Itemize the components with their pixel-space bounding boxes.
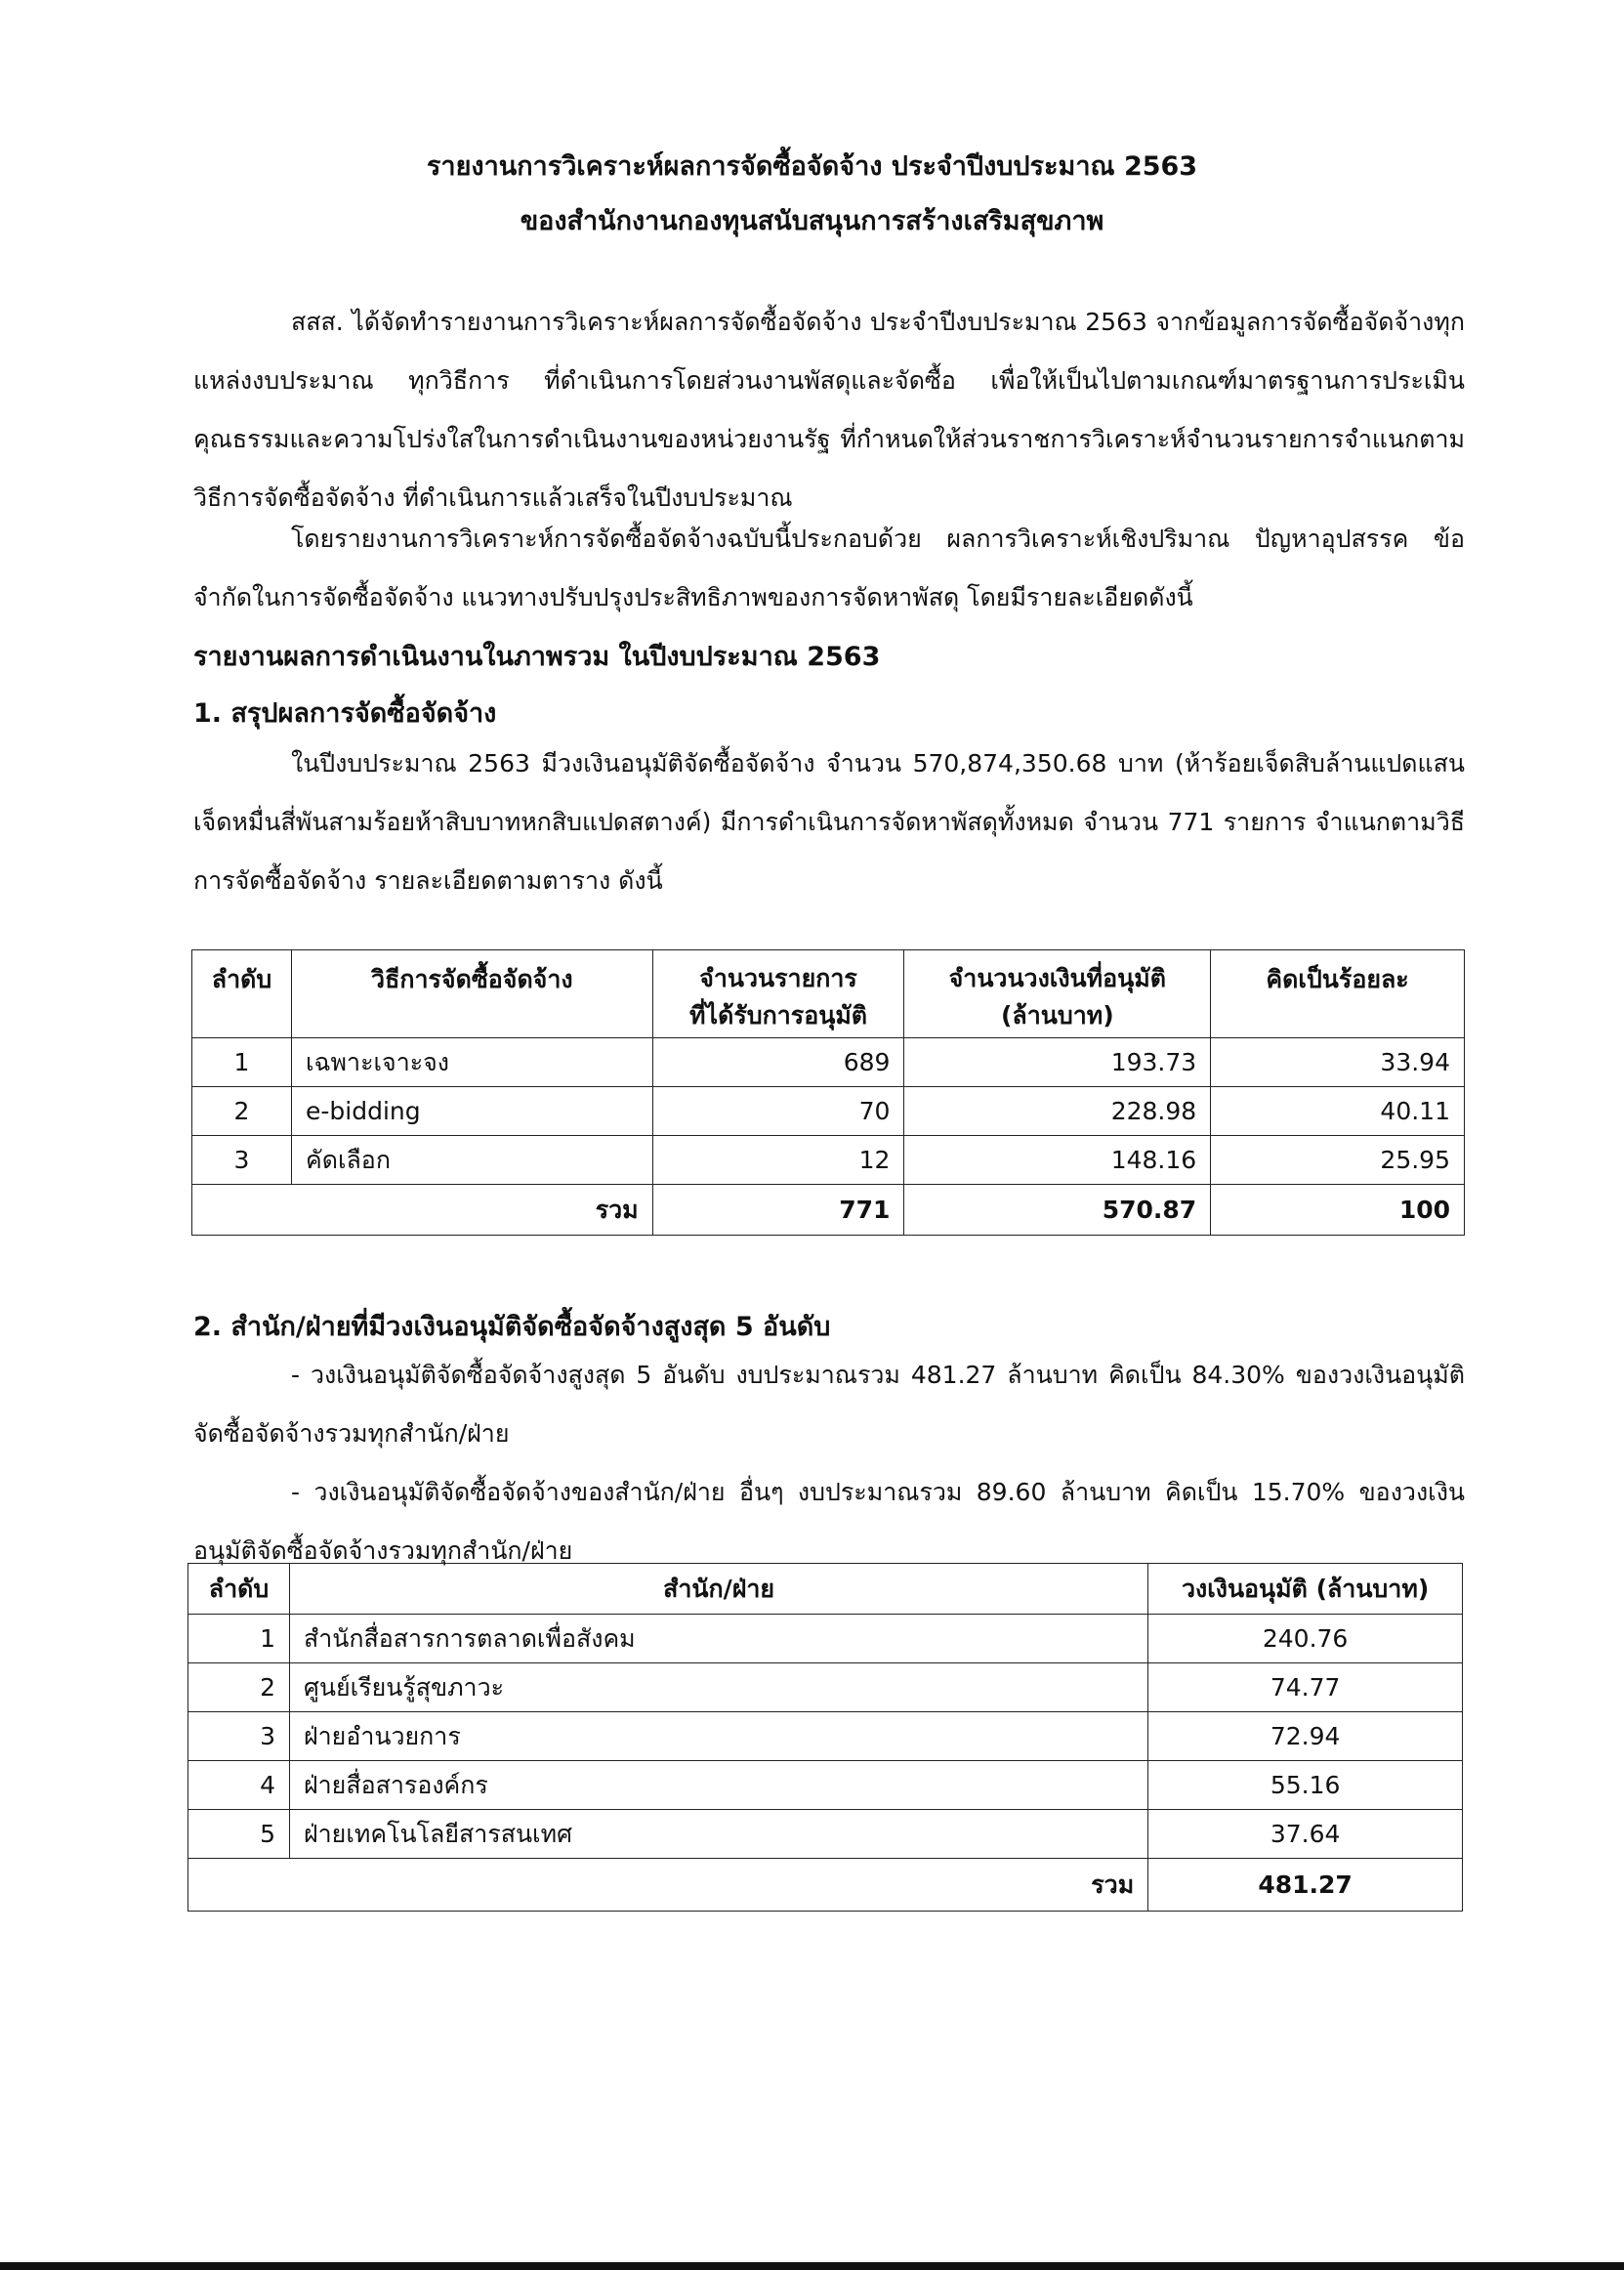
row-order: 3 (192, 1136, 292, 1185)
row-amount: 240.76 (1148, 1615, 1463, 1663)
row-count: 689 (652, 1038, 904, 1087)
row-amount: 37.64 (1148, 1810, 1463, 1859)
row-count: 12 (652, 1136, 904, 1185)
row-amount: 55.16 (1148, 1761, 1463, 1810)
table-row (188, 1761, 1463, 1810)
row-order: 2 (192, 1087, 292, 1136)
row-unit: ฝ่ายสื่อสารองค์กร (289, 1761, 1147, 1810)
row-unit: ฝ่ายเทคโนโลยีสารสนเทศ (289, 1810, 1147, 1859)
col-header-amount-line2: (ล้านบาท) (1000, 1001, 1114, 1030)
col-header-count-line2: ที่ได้รับการอนุมัติ (689, 1001, 868, 1030)
table-header-row (188, 1564, 1463, 1615)
row-amount: 193.73 (904, 1038, 1211, 1087)
row-percent: 33.94 (1211, 1038, 1465, 1087)
row-order: 1 (188, 1615, 290, 1663)
top-units-table (187, 1563, 1463, 1912)
second-paragraph (193, 510, 1465, 627)
row-amount: 72.94 (1148, 1712, 1463, 1761)
col-header-percent: คิดเป็นร้อยละ (1211, 950, 1465, 1038)
table-row (188, 1810, 1463, 1859)
total-count: 771 (652, 1185, 904, 1236)
row-order: 2 (188, 1663, 290, 1712)
row-unit: สำนักสื่อสารการตลาดเพื่อสังคม (289, 1615, 1147, 1663)
total-amount: 570.87 (904, 1185, 1211, 1236)
col-header-unit: สำนัก/ฝ่าย (289, 1564, 1147, 1615)
section2-heading: 2. สำนัก/ฝ่ายที่มีวงเงินอนุมัติจัดซื้อจัดจ้างสูงสุด 5 อันดับ (193, 1312, 831, 1342)
section2-bullet-1-text: - วงเงินอนุมัติจัดซื้อจัดจ้างสูงสุด 5 อันดับ งบประมาณรวม 481.27 ล้านบาท คิดเป็น 84.30% ของวงเงินอนุมัติจัดซื้อจัดจ้างรวมทุกสำนัก/ฝ่าย (193, 1361, 1465, 1448)
total-label: รวม (188, 1859, 1148, 1912)
section2-bullet-2-text: - วงเงินอนุมัติจัดซื้อจัดจ้างของสำนัก/ฝ่าย อื่นๆ งบประมาณรวม 89.60 ล้านบาท คิดเป็น 15.70% ของวงเงินอนุมัติจัดซื้อจัดจ้างรวมทุกสำนัก/ฝ่าย (193, 1478, 1465, 1565)
table-header-row (192, 950, 1465, 1038)
table-total-row (192, 1185, 1465, 1236)
row-order: 5 (188, 1810, 290, 1859)
table-row (188, 1615, 1463, 1663)
document-title-line-2: ของสำนักงานกองทุนสนับสนุนการสร้างเสริมสุขภาพ (520, 206, 1104, 236)
document-title-line-1: รายงานการวิเคราะห์ผลการจัดซื้อจัดจ้าง ประจำปีงบประมาณ 2563 (426, 151, 1198, 182)
row-amount: 228.98 (904, 1087, 1211, 1136)
table-row (192, 1087, 1465, 1136)
row-method: e-bidding (291, 1087, 652, 1136)
row-amount: 148.16 (904, 1136, 1211, 1185)
row-amount: 74.77 (1148, 1663, 1463, 1712)
col-header-amount: วงเงินอนุมัติ (ล้านบาท) (1148, 1564, 1463, 1615)
row-order: 1 (192, 1038, 292, 1087)
col-header-count (652, 950, 904, 1038)
row-method: คัดเลือก (291, 1136, 652, 1185)
row-count: 70 (652, 1087, 904, 1136)
col-header-order: ลำดับ (192, 950, 292, 1038)
col-header-order: ลำดับ (188, 1564, 290, 1615)
total-percent: 100 (1211, 1185, 1465, 1236)
row-method: เฉพาะเจาะจง (291, 1038, 652, 1087)
section1-paragraph (193, 735, 1465, 910)
table-row (192, 1038, 1465, 1087)
total-label: รวม (192, 1185, 653, 1236)
table-total-row (188, 1859, 1463, 1912)
intro-paragraph (193, 293, 1465, 527)
page-bottom-edge (0, 2262, 1624, 2270)
section1-paragraph-text: ในปีงบประมาณ 2563 มีวงเงินอนุมัติจัดซื้อจัดจ้าง จำนวน 570,874,350.68 บาท (ห้าร้อยเจ็ดสิบล้านแปดแสนเจ็ดหมื่นสี่พันสามร้อยห้าสิบบาทหกสิบแปดสตางค์) มีการดำเนินการจัดหาพัสดุทั้งหมด จำนวน 771 รายการ จำแนกตามวิธีการจัดซื้อจัดจ้าง รายละเอียดตามตาราง ดังนี้ (193, 749, 1465, 895)
section2-bullet-1 (193, 1346, 1465, 1463)
col-header-count-line1: จำนวนรายการ (699, 964, 857, 992)
table-row (192, 1136, 1465, 1185)
col-header-amount (904, 950, 1211, 1038)
total-amount: 481.27 (1148, 1859, 1463, 1912)
col-header-amount-line1: จำนวนวงเงินที่อนุมัติ (948, 964, 1166, 992)
row-order: 4 (188, 1761, 290, 1810)
second-paragraph-text: โดยรายงานการวิเคราะห์การจัดซื้อจัดจ้างฉบับนี้ประกอบด้วย ผลการวิเคราะห์เชิงปริมาณ ปัญหาอุปสรรค ข้อจำกัดในการจัดซื้อจัดจ้าง แนวทางปรับปรุงประสิทธิภาพของการจัดหาพัสดุ โดยมีรายละเอียดดังนี้ (193, 525, 1465, 611)
col-header-method: วิธีการจัดซื้อจัดจ้าง (291, 950, 652, 1038)
row-percent: 25.95 (1211, 1136, 1465, 1185)
intro-paragraph-text: สสส. ได้จัดทำรายงานการวิเคราะห์ผลการจัดซื้อจัดจ้าง ประจำปีงบประมาณ 2563 จากข้อมูลการจัดซื้อจัดจ้างทุกแหล่งงบประมาณ ทุกวิธีการ ที่ดำเนินการโดยส่วนงานพัสดุและจัดซื้อ เพื่อให้เป็นไปตามเกณฑ์มาตรฐานการประเมินคุณธรรมและความโปร่งใสในการดำเนินงานของหน่วยงานรัฐ ที่กำหนดให้ส่วนราชการวิเคราะห์จำนวนรายการจำแนกตามวิธีการจัดซื้อจัดจ้าง ที่ดำเนินการแล้วเสร็จในปีงบประมาณ (193, 308, 1465, 512)
row-unit: ฝ่ายอำนวยการ (289, 1712, 1147, 1761)
section1-heading: 1. สรุปผลการจัดซื้อจัดจ้าง (193, 698, 497, 729)
row-unit: ศูนย์เรียนรู้สุขภาวะ (289, 1663, 1147, 1712)
report-heading: รายงานผลการดำเนินงานในภาพรวม ในปีงบประมาณ 2563 (193, 642, 881, 672)
procurement-method-table (191, 949, 1465, 1236)
row-order: 3 (188, 1712, 290, 1761)
table-row (188, 1712, 1463, 1761)
table-row (188, 1663, 1463, 1712)
row-percent: 40.11 (1211, 1087, 1465, 1136)
